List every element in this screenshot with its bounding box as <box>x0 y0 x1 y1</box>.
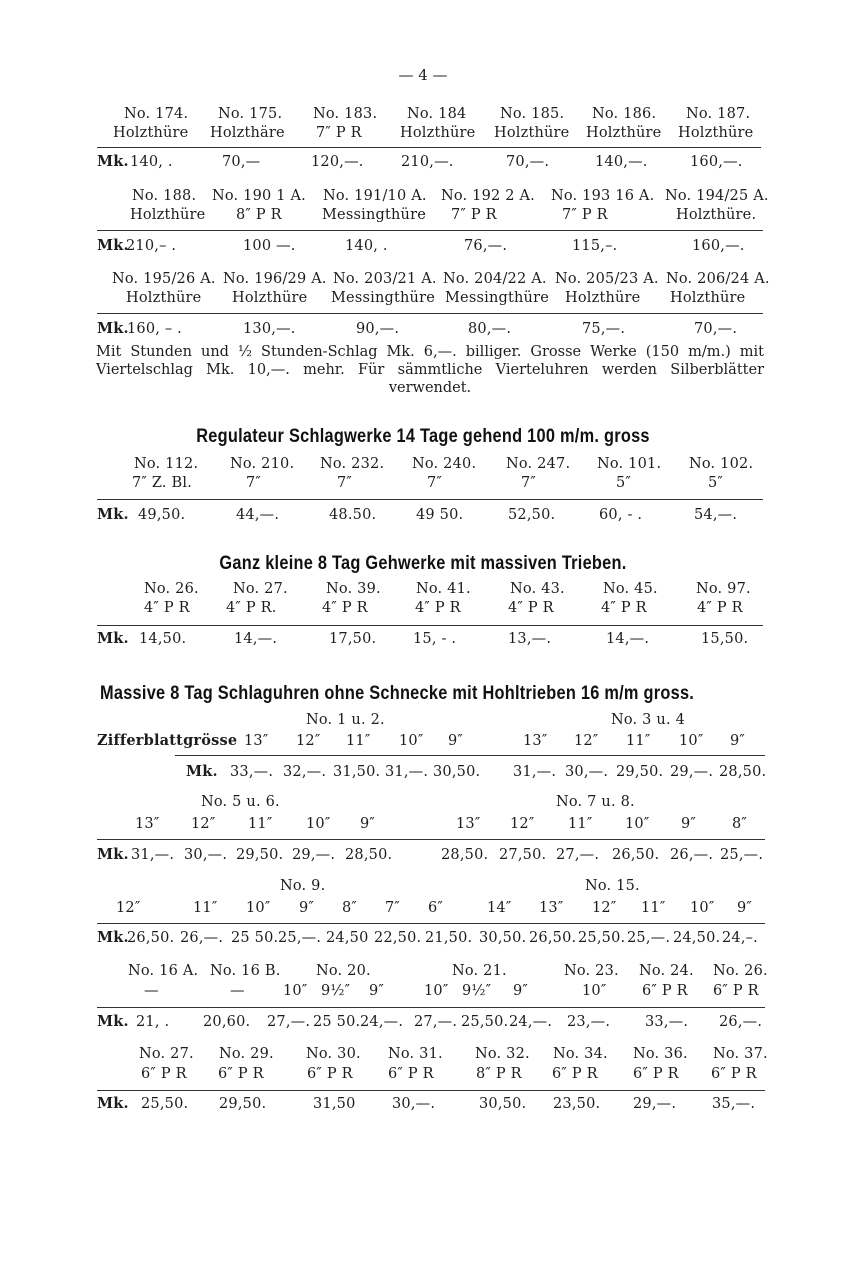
size: 9″ <box>299 900 315 916</box>
section-heading: Massive 8 Tag Schlaguhren ohne Schnecke mit Hohltrieben 16 m/m gross. <box>100 683 695 704</box>
size: 6″ P R <box>713 983 759 999</box>
item-desc: 6″ P R <box>218 1066 264 1082</box>
item-desc: 4″ P R. <box>226 600 277 616</box>
item-desc: Holzthäre <box>210 125 285 141</box>
price: 27,—. <box>556 847 600 863</box>
footnote-line: Viertelschlag Mk. 10,—. mehr. Für sämmtliche Vierteluhren werden Silberblätter <box>96 362 764 378</box>
price: 44,—. <box>236 507 280 523</box>
price: 23,—. <box>567 1014 611 1030</box>
price: 160, – . <box>127 321 182 337</box>
item-no: No. 206/24 A. <box>666 271 770 287</box>
price: 75,—. <box>582 321 626 337</box>
price: 24,—. <box>360 1014 404 1030</box>
item-no: No. 185. <box>500 106 565 122</box>
price: 60, - . <box>599 507 643 523</box>
size: 13″ <box>539 900 564 916</box>
price: 35,—. <box>712 1096 756 1112</box>
price: 30,—. <box>392 1096 436 1112</box>
item-desc: 7″ P R <box>562 207 608 223</box>
item-no: No. 184 <box>407 106 467 122</box>
mk-label: Mk. <box>97 320 129 337</box>
divider <box>97 923 765 924</box>
price: 115,–. <box>572 238 618 254</box>
size: 13″ <box>523 733 548 749</box>
item-no: No. 32. <box>475 1046 530 1062</box>
item-no: No. 194/25 A. <box>665 188 769 204</box>
group-label: No. 9. <box>280 878 326 894</box>
price: 24,–. <box>722 930 758 946</box>
divider <box>97 625 763 626</box>
price: 54,—. <box>694 507 738 523</box>
price: 100 —. <box>243 238 296 254</box>
size: 7″ <box>385 900 401 916</box>
price: 33,—. <box>230 764 274 780</box>
size: 11″ <box>626 733 651 749</box>
item-desc: 6″ P R <box>711 1066 757 1082</box>
size: 9″ <box>681 816 697 832</box>
item-desc: 7″ P R <box>316 125 362 141</box>
size: 11″ <box>641 900 666 916</box>
item-desc: 6″ P R <box>388 1066 434 1082</box>
divider <box>175 755 765 756</box>
item-no: No. 16 A. <box>128 963 199 979</box>
divider <box>97 147 761 148</box>
item-desc: Holzthüre <box>400 125 476 141</box>
item-no: No. 31. <box>388 1046 443 1062</box>
item-desc: 6″ P R <box>633 1066 679 1082</box>
size: 11″ <box>193 900 218 916</box>
price: 76,—. <box>464 238 508 254</box>
item-desc: 4″ P R <box>697 600 743 616</box>
price: 29,—. <box>633 1096 677 1112</box>
price: 13,—. <box>508 631 552 647</box>
item-no: No. 101. <box>597 456 662 472</box>
price: 52,50. <box>508 507 556 523</box>
item-no: No. 34. <box>553 1046 608 1062</box>
price: 17,50. <box>329 631 377 647</box>
group-label: No. 7 u. 8. <box>556 794 635 810</box>
price: 14,—. <box>606 631 650 647</box>
price: 27,50. <box>499 847 547 863</box>
size: — <box>230 983 245 999</box>
item-no: No. 23. <box>564 963 619 979</box>
price: 25 50. <box>231 930 279 946</box>
item-desc: 5″ <box>616 475 632 491</box>
price: 25,—. <box>720 847 764 863</box>
price: 49 50. <box>416 507 464 523</box>
item-no: No. 190 1 A. <box>212 188 306 204</box>
size: 12″ <box>296 733 321 749</box>
item-desc: 7″ P R <box>451 207 497 223</box>
price: 25,50. <box>578 930 626 946</box>
size: 9½″ <box>321 983 351 999</box>
size: 9″ <box>737 900 753 916</box>
item-desc: 6″ P R <box>307 1066 353 1082</box>
price: 27,—. <box>267 1014 311 1030</box>
divider <box>97 499 763 500</box>
item-no: No. 36. <box>633 1046 688 1062</box>
item-no: No. 112. <box>134 456 199 472</box>
size: 10″ <box>306 816 331 832</box>
mk-label: Mk. <box>186 763 218 780</box>
size: 9″ <box>513 983 529 999</box>
divider <box>97 839 765 840</box>
mk-label: Mk. <box>97 153 129 170</box>
price: 21,50. <box>425 930 473 946</box>
price: 25,—. <box>278 930 322 946</box>
price: 21, . <box>136 1014 170 1030</box>
price: 31,—. <box>513 764 557 780</box>
item-desc: 8″ P R <box>236 207 282 223</box>
price: 160,—. <box>690 154 743 170</box>
item-desc: 7″ Z. Bl. <box>132 475 192 491</box>
item-no: No. 175. <box>218 106 283 122</box>
item-no: No. 41. <box>416 581 471 597</box>
item-no: No. 196/29 A. <box>223 271 327 287</box>
size: 8″ <box>732 816 748 832</box>
divider <box>97 230 763 231</box>
price: 140, . <box>130 154 173 170</box>
item-desc: 7″ <box>427 475 443 491</box>
price: 28,50. <box>719 764 767 780</box>
item-desc: Holzthüre <box>113 125 189 141</box>
mk-label: Mk. <box>97 929 129 946</box>
mk-label: Mk. <box>97 846 129 863</box>
size: 6″ <box>428 900 444 916</box>
item-no: No. 26. <box>144 581 199 597</box>
price: 140, . <box>345 238 388 254</box>
item-no: No. 16 B. <box>210 963 281 979</box>
price: 29,—. <box>292 847 336 863</box>
size: 12″ <box>510 816 535 832</box>
dial-size-label: Zifferblattgrösse <box>97 732 238 749</box>
item-desc: 4″ P R <box>508 600 554 616</box>
price: 24,50. <box>673 930 721 946</box>
section-heading: Regulateur Schlagwerke 14 Tage gehend 100 m/m. gross <box>196 426 650 447</box>
item-desc: Holzthüre <box>232 290 308 306</box>
size: 10″ <box>582 983 607 999</box>
item-desc: 7″ <box>337 475 353 491</box>
price: 14,—. <box>234 631 278 647</box>
price: 29,50. <box>616 764 664 780</box>
size: 12″ <box>592 900 617 916</box>
item-desc: 4″ P R <box>601 600 647 616</box>
price: 26,50. <box>612 847 660 863</box>
price: 24,—. <box>509 1014 553 1030</box>
size: — <box>144 983 159 999</box>
item-no: No. 43. <box>510 581 565 597</box>
price: 14,50. <box>139 631 187 647</box>
price: 31,—. <box>131 847 175 863</box>
footnote <box>96 343 764 397</box>
item-desc: 4″ P R <box>144 600 190 616</box>
price: 30,50. <box>433 764 481 780</box>
item-desc: Holzthüre <box>130 207 206 223</box>
price: 70,—. <box>506 154 550 170</box>
group-label: No. 3 u. 4 <box>611 712 685 728</box>
size: 10″ <box>283 983 308 999</box>
item-desc: 7″ <box>246 475 262 491</box>
size: 9½″ <box>462 983 492 999</box>
item-no: No. 186. <box>592 106 657 122</box>
item-no: No. 102. <box>689 456 754 472</box>
item-no: No. 188. <box>132 188 197 204</box>
size: 10″ <box>690 900 715 916</box>
item-desc: Holzthüre <box>126 290 202 306</box>
item-no: No. 205/23 A. <box>555 271 659 287</box>
price: 80,—. <box>468 321 512 337</box>
price: 30,—. <box>565 764 609 780</box>
item-no: No. 195/26 A. <box>112 271 216 287</box>
price: 70,— <box>222 154 261 170</box>
price: 20,60. <box>203 1014 251 1030</box>
item-desc: 7″ <box>521 475 537 491</box>
item-desc: Holzthüre. <box>676 207 757 223</box>
item-desc: Messingthüre <box>322 207 426 223</box>
size: 9″ <box>448 733 464 749</box>
size: 12″ <box>574 733 599 749</box>
item-no: No. 27. <box>233 581 288 597</box>
divider <box>97 313 763 314</box>
size: 11″ <box>568 816 593 832</box>
item-no: No. 174. <box>124 106 189 122</box>
group-label: No. 5 u. 6. <box>201 794 280 810</box>
item-desc: 4″ P R <box>322 600 368 616</box>
item-desc: Holzthüre <box>586 125 662 141</box>
footnote-line: verwendet. <box>388 380 472 396</box>
price: 48.50. <box>329 507 377 523</box>
item-no: No. 24. <box>639 963 694 979</box>
price: 28,50. <box>345 847 393 863</box>
size: 6″ P R <box>642 983 688 999</box>
size: 9″ <box>730 733 746 749</box>
item-desc: Holzthüre <box>494 125 570 141</box>
price: 31,—. <box>385 764 429 780</box>
item-desc: Messingthüre <box>331 290 435 306</box>
item-no: No. 183. <box>313 106 378 122</box>
item-desc: 8″ P R <box>476 1066 522 1082</box>
size: 9″ <box>360 816 376 832</box>
price: 25,50. <box>141 1096 189 1112</box>
item-no: No. 97. <box>696 581 751 597</box>
price: 24,50 <box>326 930 369 946</box>
footnote-line: Mit Stunden und ½ Stunden-Schlag Mk. 6,—. billiger. Grosse Werke (150 m/m.) mit <box>96 344 764 360</box>
page-number: — 4 — <box>398 66 448 84</box>
price: 31,50 <box>313 1096 356 1112</box>
item-desc: 6″ P R <box>552 1066 598 1082</box>
price: 27,—. <box>414 1014 458 1030</box>
price: 210,– . <box>126 238 177 254</box>
item-no: No. 37. <box>713 1046 768 1062</box>
price: 22,50. <box>374 930 422 946</box>
price: 26,50. <box>529 930 577 946</box>
item-no: No. 21. <box>452 963 507 979</box>
item-no: No. 193 16 A. <box>551 188 655 204</box>
size: 9″ <box>369 983 385 999</box>
section-heading: Ganz kleine 8 Tag Gehwerke mit massiven Trieben. <box>219 553 627 574</box>
price: 210,—. <box>401 154 454 170</box>
price: 31,50. <box>333 764 381 780</box>
size: 11″ <box>248 816 273 832</box>
size: 8″ <box>342 900 358 916</box>
item-desc: 5″ <box>708 475 724 491</box>
price: 29,50. <box>236 847 284 863</box>
item-no: No. 240. <box>412 456 477 472</box>
price: 160,—. <box>692 238 745 254</box>
group-label: No. 1 u. 2. <box>306 712 385 728</box>
mk-label: Mk. <box>97 506 129 523</box>
item-no: No. 210. <box>230 456 295 472</box>
price: 29,50. <box>219 1096 267 1112</box>
item-no: No. 204/22 A. <box>443 271 547 287</box>
price: 26,—. <box>180 930 224 946</box>
price: 49,50. <box>138 507 186 523</box>
price: 140,—. <box>595 154 648 170</box>
size: 11″ <box>346 733 371 749</box>
size: 10″ <box>625 816 650 832</box>
price: 25,—. <box>627 930 671 946</box>
size: 14″ <box>487 900 512 916</box>
item-no: No. 187. <box>686 106 751 122</box>
price: 26,—. <box>719 1014 763 1030</box>
price: 26,—. <box>670 847 714 863</box>
mk-label: Mk. <box>97 237 129 254</box>
price: 30,—. <box>184 847 228 863</box>
item-desc: 6″ P R <box>141 1066 187 1082</box>
item-desc: 4″ P R <box>415 600 461 616</box>
item-no: No. 191/10 A. <box>323 188 427 204</box>
item-no: No. 45. <box>603 581 658 597</box>
price: 33,—. <box>645 1014 689 1030</box>
item-no: No. 247. <box>506 456 571 472</box>
price: 28,50. <box>441 847 489 863</box>
size: 12″ <box>116 900 141 916</box>
item-no: No. 232. <box>320 456 385 472</box>
size: 10″ <box>399 733 424 749</box>
price: 32,—. <box>283 764 327 780</box>
size: 10″ <box>246 900 271 916</box>
mk-label: Mk. <box>97 1013 129 1030</box>
price: 30,50. <box>479 930 527 946</box>
item-desc: Holzthüre <box>678 125 754 141</box>
price: 15,50. <box>701 631 749 647</box>
size: 13″ <box>244 733 269 749</box>
price: 30,50. <box>479 1096 527 1112</box>
price: 23,50. <box>553 1096 601 1112</box>
size: 13″ <box>456 816 481 832</box>
price: 130,—. <box>243 321 296 337</box>
price: 25 50. <box>313 1014 361 1030</box>
price: 120,—. <box>311 154 364 170</box>
item-no: No. 203/21 A. <box>333 271 437 287</box>
price: 26,50. <box>127 930 175 946</box>
price: 15, - . <box>413 631 457 647</box>
item-no: No. 20. <box>316 963 371 979</box>
size: 10″ <box>679 733 704 749</box>
item-desc: Holzthüre <box>565 290 641 306</box>
size: 13″ <box>135 816 160 832</box>
item-no: No. 26. <box>713 963 768 979</box>
item-desc: Holzthüre <box>670 290 746 306</box>
item-no: No. 30. <box>306 1046 361 1062</box>
size: 12″ <box>191 816 216 832</box>
item-no: No. 39. <box>326 581 381 597</box>
divider <box>97 1090 765 1091</box>
divider <box>97 1007 765 1008</box>
size: 10″ <box>424 983 449 999</box>
mk-label: Mk. <box>97 1095 129 1112</box>
price: 90,—. <box>356 321 400 337</box>
item-desc: Messingthüre <box>445 290 549 306</box>
price: 29,—. <box>670 764 714 780</box>
item-no: No. 192 2 A. <box>441 188 535 204</box>
price: 25,50. <box>461 1014 509 1030</box>
item-no: No. 29. <box>219 1046 274 1062</box>
mk-label: Mk. <box>97 630 129 647</box>
item-no: No. 27. <box>139 1046 194 1062</box>
group-label: No. 15. <box>585 878 640 894</box>
price: 70,—. <box>694 321 738 337</box>
